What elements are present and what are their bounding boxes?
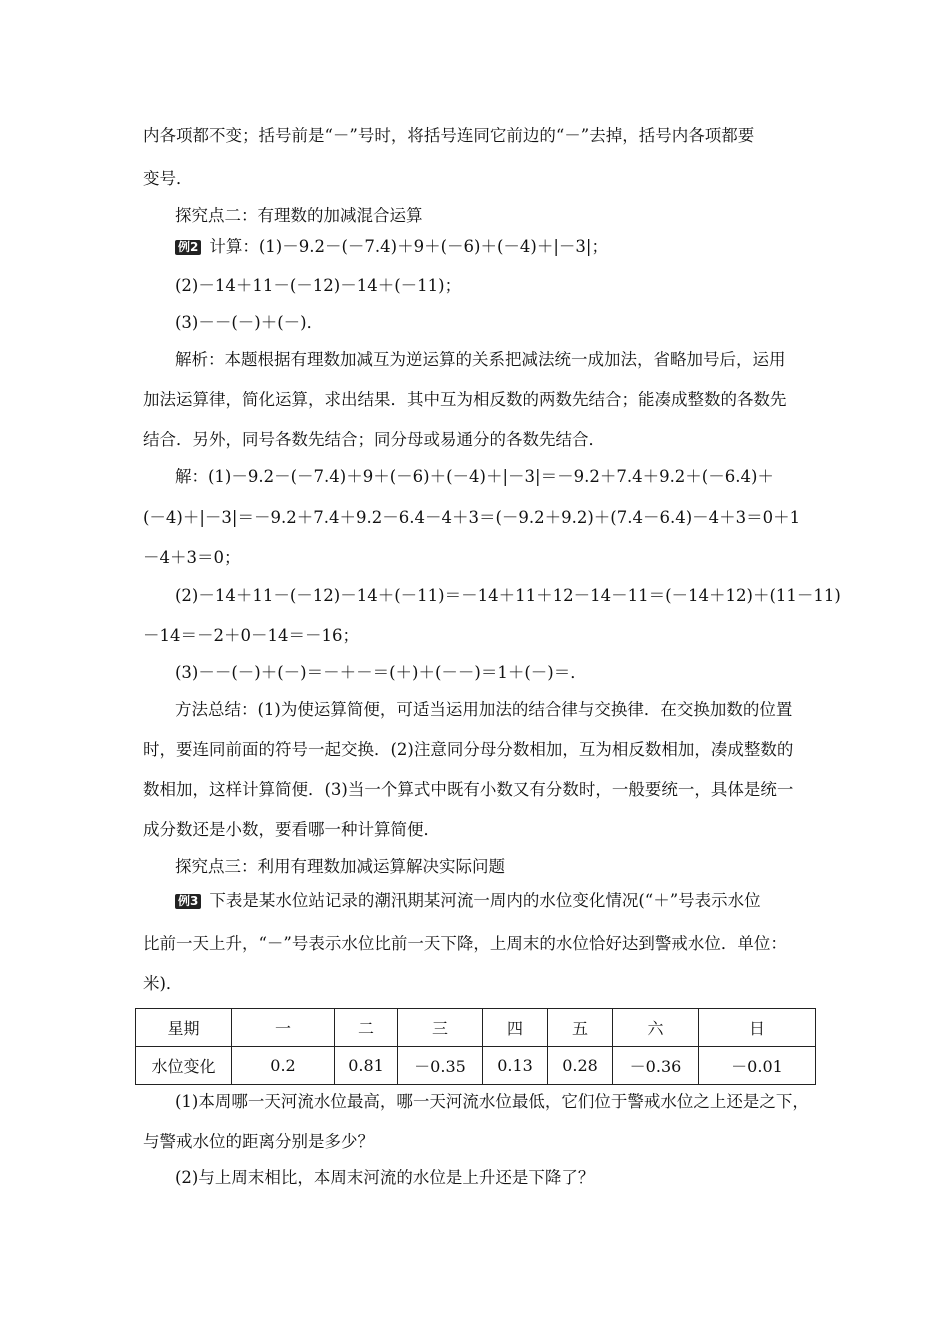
- example-badge: 例3: [175, 894, 201, 909]
- table-cell: 日: [699, 1009, 816, 1047]
- example-text: 计算：(1)－9.2－(－7.4)＋9＋(－6)＋(－4)＋|－3|；: [209, 237, 608, 256]
- solution-line: (3)－－(－)＋(－)＝－＋－＝(＋)＋(－－)＝1＋(－)＝．: [175, 663, 587, 682]
- method-line: 成分数还是小数，要看哪一种计算简便．: [143, 820, 440, 839]
- table-cell: －0.36: [613, 1047, 699, 1085]
- water-level-table: [135, 1008, 816, 1085]
- analysis-line: 加法运算律，简化运算，求出结果．其中互为相反数的两数先结合；能凑成整数的各数先: [143, 390, 787, 409]
- paragraph-line: 变号．: [143, 169, 193, 188]
- section-heading: 探究点三：利用有理数加减运算解决实际问题: [175, 857, 505, 876]
- question-line: 与警戒水位的距离分别是多少？: [143, 1132, 374, 1151]
- solution-line: －4＋3＝0；: [143, 548, 241, 567]
- paragraph-line: 内各项都不变；括号前是“－”号时，将括号连同它前边的“－”去掉，括号内各项都要: [143, 126, 755, 145]
- method-line: 方法总结：(1)为使运算简便，可适当运用加法的结合律与交换律．在交换加数的位置: [175, 700, 793, 719]
- table-cell: 星期: [136, 1009, 232, 1047]
- table-cell: 0.2: [232, 1047, 335, 1085]
- question-line: (2)与上周末相比，本周末河流的水位是上升还是下降了？: [175, 1168, 595, 1187]
- example-line: [175, 891, 761, 911]
- solution-line: (－4)＋|－3|＝－9.2＋7.4＋9.2－6.4－4＋3＝(－9.2＋9.2)＋(7.4－6.4)－4＋3＝0＋1: [143, 508, 801, 527]
- example-badge: 例2: [175, 240, 201, 255]
- table-cell: 水位变化: [136, 1047, 232, 1085]
- table-cell: 0.13: [483, 1047, 548, 1085]
- table-cell: 二: [335, 1009, 398, 1047]
- solution-line: 解：(1)－9.2－(－7.4)＋9＋(－6)＋(－4)＋|－3|＝－9.2＋7.4＋9.2＋(－6.4)＋: [175, 467, 774, 486]
- table-cell: 六: [613, 1009, 699, 1047]
- table-cell: 0.28: [548, 1047, 613, 1085]
- method-line: 时，要连同前面的符号一起交换．(2)注意同分母分数相加，互为相反数相加，凑成整数的: [143, 740, 794, 759]
- table-cell: 五: [548, 1009, 613, 1047]
- table-row: [136, 1047, 816, 1085]
- analysis-line: 解析：本题根据有理数加减互为逆运算的关系把减法统一成加法，省略加号后，运用: [175, 350, 786, 369]
- method-line: 数相加，这样计算简便．(3)当一个算式中既有小数又有分数时，一般要统一，具体是统一: [143, 780, 794, 799]
- example-line: (2)－14＋11－(－12)－14＋(－11)；: [175, 276, 462, 295]
- example-line: (3)－－(－)＋(－)．: [175, 313, 324, 332]
- table-cell: 四: [483, 1009, 548, 1047]
- solution-line: (2)－14＋11－(－12)－14＋(－11)＝－14＋11＋12－14－11＝(－14＋12)＋(11－11): [175, 586, 841, 605]
- example-line: 米)．: [143, 974, 183, 993]
- example-line: [175, 237, 608, 257]
- table-cell: 三: [398, 1009, 483, 1047]
- question-line: (1)本周哪一天河流水位最高，哪一天河流水位最低，它们位于警戒水位之上还是之下，: [175, 1092, 809, 1111]
- table-cell: 一: [232, 1009, 335, 1047]
- example-text: 下表是某水位站记录的潮汛期某河流一周内的水位变化情况(“＋”号表示水位: [209, 891, 761, 910]
- analysis-line: 结合．另外，同号各数先结合；同分母或易通分的各数先结合．: [143, 430, 605, 449]
- table-cell: －0.35: [398, 1047, 483, 1085]
- table-cell: －0.01: [699, 1047, 816, 1085]
- solution-line: －14＝－2＋0－14＝－16；: [143, 626, 359, 645]
- table-header-row: [136, 1009, 816, 1047]
- section-heading: 探究点二：有理数的加减混合运算: [175, 206, 423, 225]
- example-line: 比前一天上升，“－”号表示水位比前一天下降，上周末的水位恰好达到警戒水位．单位：: [143, 934, 787, 953]
- table-cell: 0.81: [335, 1047, 398, 1085]
